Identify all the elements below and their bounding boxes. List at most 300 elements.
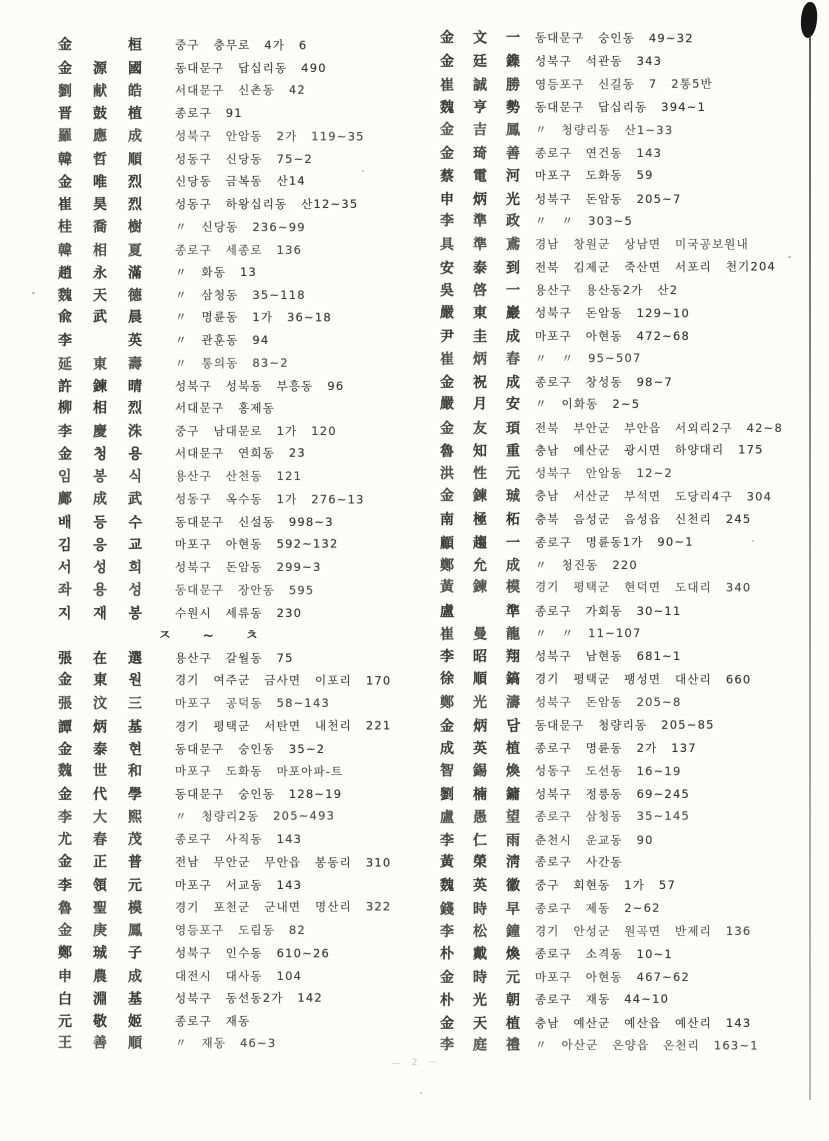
entry-name-char: 早: [505, 901, 521, 918]
entry-name-char: 安: [439, 261, 455, 278]
entry-name-char: 담: [506, 718, 521, 735]
entry-name-char: 汶: [93, 696, 107, 713]
directory-entry-row: [58, 805, 428, 829]
entry-name-char: 韓: [58, 242, 72, 259]
entry-name-char: 王: [57, 1035, 73, 1052]
entry-name-char: 교: [128, 537, 143, 554]
entry-name-char: 望: [505, 810, 521, 827]
entry-name: [58, 444, 142, 464]
directory-entry-row: [58, 284, 428, 307]
entry-address: 성북구 돈암동 129~10: [534, 305, 691, 321]
entry-name-char: 成: [506, 374, 520, 391]
directory-entry-row: [440, 988, 822, 1013]
entry-name: [58, 81, 142, 101]
entry-name: [440, 555, 520, 575]
entry-name: [58, 216, 142, 236]
entry-name-char: 源: [93, 61, 107, 78]
entry-name-char: 金: [440, 420, 454, 437]
entry-name-char: 申: [440, 191, 454, 208]
entry-address: 대전시 대사동 104: [175, 968, 303, 983]
entry-name-char: 亨: [473, 100, 487, 117]
directory-entry-row: [58, 215, 428, 239]
entry-address: 경남 창원군 상남면 미국공보원내: [535, 237, 749, 252]
directory-entry-row: [58, 260, 428, 284]
entry-address: 〃 통의동 83~2: [174, 355, 289, 371]
entry-name-char: 永: [92, 265, 108, 282]
entry-name-char: 鳳: [505, 122, 521, 139]
scan-speck: [752, 540, 754, 542]
entry-name-char: 具: [440, 237, 454, 254]
entry-name-char: 聖: [92, 901, 108, 918]
entry-name-char: 善: [92, 1035, 108, 1053]
entry-name-char: 英: [128, 333, 142, 350]
entry-name-char: 성: [93, 560, 107, 577]
entry-address: 종로구 삼청동 35~145: [534, 809, 691, 825]
directory-entry-row: [440, 896, 822, 921]
directory-entry-row: [440, 416, 822, 439]
entry-address: 종로구 세종로 136: [175, 242, 303, 257]
directory-entry-row: [440, 118, 822, 143]
entry-name-char: 수: [128, 514, 142, 531]
entry-name-char: 炳: [472, 352, 488, 369]
entry-name-char: 鄺: [57, 491, 73, 508]
entry-address: 중구 회현동 1가 57: [535, 878, 676, 893]
entry-name: [440, 234, 520, 254]
directory-entry-row: [440, 209, 822, 234]
entry-name-char: 金: [439, 30, 455, 47]
directory-entry-row: [440, 942, 822, 967]
entry-address: 〃 〃 11~107: [534, 626, 642, 642]
entry-address: 성북구 돈암동 299~3: [175, 560, 322, 575]
entry-name-char: 魯: [57, 901, 73, 918]
entry-name-char: 晨: [127, 310, 143, 327]
entry-address: 종로구 제동 2~62: [534, 901, 661, 916]
entry-address: 성북구 돈암동 205~8: [535, 695, 682, 710]
directory-entry-row: [440, 508, 822, 531]
entry-name: [440, 624, 520, 644]
entry-name: [440, 485, 520, 505]
entry-name-char: 代: [93, 787, 107, 804]
entry-address: 마포구 아현동 472~68: [535, 329, 690, 344]
entry-name-char: 時: [473, 969, 487, 986]
directory-entry-row: [58, 759, 428, 783]
entry-address: 〃 청진동 220: [535, 557, 638, 572]
entry-name-char: 봉: [128, 605, 142, 622]
entry-address: 마포구 공덕동 58~143: [175, 696, 330, 711]
directory-entry-row: [440, 737, 822, 760]
entry-name-char: 相: [92, 400, 108, 417]
directory-entry-row: [58, 895, 428, 919]
entry-name-char: 献: [92, 84, 108, 101]
entry-name-char: 應: [92, 128, 108, 145]
entry-address: 마포구 도화동 마포아파-트: [174, 764, 344, 779]
entry-name-char: 錫: [472, 763, 488, 780]
entry-name-char: 榮: [472, 854, 488, 871]
entry-name-char: 朝: [505, 993, 521, 1010]
entry-address: 〃 삼청동 35~118: [175, 287, 306, 302]
entry-name-char: 順: [472, 671, 488, 688]
entry-name-char: 慶: [93, 424, 107, 441]
entry-name: [440, 807, 520, 827]
entry-name-char: 準: [472, 213, 488, 230]
entry-name-char: 勢: [506, 100, 520, 117]
entry-name-char: 배: [58, 514, 72, 531]
directory-entry-row: [440, 759, 822, 784]
entry-address: 전북 부안군 부안읍 서외리2구 42~8: [535, 420, 784, 435]
entry-address: 종로구 명륜동 2가 137: [535, 741, 697, 756]
entry-name-char: 金: [439, 122, 455, 139]
directory-entry-row: [58, 714, 428, 738]
entry-name-char: 桓: [127, 37, 143, 54]
directory-entry-row: [440, 96, 822, 119]
directory-entry-row: [440, 553, 822, 576]
entry-name-char: 延: [57, 356, 73, 373]
entry-name-char: 戴: [472, 946, 488, 963]
entry-name-char: 允: [473, 557, 487, 574]
entry-name-char: 準: [506, 603, 520, 620]
directory-entry-row: [58, 147, 428, 170]
entry-name-char: 李: [439, 213, 455, 230]
scan-speck: [788, 256, 791, 258]
entry-name-char: 圭: [473, 329, 487, 346]
entry-name-char: 順: [127, 1036, 143, 1053]
entry-name-char: 龍: [505, 627, 521, 644]
entry-name-char: 원: [128, 673, 143, 690]
entry-name-char: 炳: [92, 719, 108, 736]
directory-entry-row: [58, 556, 428, 579]
entry-name-char: 盧: [440, 603, 454, 620]
entry-name: [440, 302, 520, 322]
entry-address: 종로구 소격동 10~1: [534, 946, 673, 962]
entry-name-char: 朴: [439, 946, 455, 963]
entry-name: [58, 898, 142, 918]
entry-address: 신당동 금복동 산14: [174, 174, 306, 189]
entry-name-char: 張: [58, 696, 72, 713]
entry-name-char: 天: [473, 1015, 487, 1032]
entry-address: 〃 명륜동 1가 36~18: [174, 310, 332, 325]
entry-name-char: 樹: [127, 219, 143, 236]
entry-name-char: 金: [57, 672, 73, 689]
entry-name-char: 洙: [128, 424, 142, 441]
directory-entry-row: [58, 783, 428, 806]
entry-name-char: 晴: [128, 378, 142, 395]
entry-name-char: 夏: [128, 242, 142, 259]
entry-name-char: 지: [58, 605, 72, 622]
directory-entry-row: [440, 438, 822, 463]
entry-address: 성북구 안암동 12~2: [535, 466, 673, 481]
entry-name: [440, 943, 520, 963]
entry-name-char: 金: [57, 447, 73, 464]
directory-entry-row: [58, 1031, 428, 1055]
entry-address: 성북구 동선동2가 142: [174, 990, 323, 1006]
entry-name: [58, 761, 142, 781]
entry-name-char: 청: [93, 447, 108, 464]
entry-name: [58, 149, 142, 169]
entry-name-char: 選: [128, 650, 142, 667]
entry-name: [440, 51, 520, 71]
entry-name: [440, 211, 520, 231]
entry-name: [58, 716, 142, 736]
entry-name-char: 成: [506, 557, 520, 574]
directory-entry-row: [440, 279, 822, 302]
entry-address: 경기 안성군 원곡면 반제리 136: [535, 924, 752, 939]
entry-name-char: 珹: [92, 945, 108, 962]
entry-name: [58, 1011, 142, 1031]
entry-name-char: 桂: [57, 219, 73, 236]
entry-address: 마포구 서교동 143: [175, 877, 303, 892]
entry-address: 충남 예산군 광시면 하양대리 175: [534, 442, 764, 458]
entry-name: [58, 557, 142, 577]
entry-name: [440, 716, 520, 736]
entry-name-char: 蔡: [439, 169, 455, 186]
page-number: — 2 —: [391, 1057, 442, 1069]
entry-name: [440, 738, 520, 758]
entry-name: [440, 669, 520, 689]
entry-address: 종로구 연건동 143: [535, 145, 663, 160]
entry-name-char: 普: [127, 854, 143, 871]
entry-name-char: 金: [58, 61, 72, 78]
entry-address: 성동구 하왕십리동 산12~35: [175, 197, 359, 212]
directory-entry-row: [440, 599, 822, 622]
scan-speck: [362, 170, 364, 172]
entry-name-char: 模: [127, 900, 143, 917]
entry-name: [440, 418, 520, 438]
entry-address: 경기 평택군 팽성면 대산리 660: [534, 671, 752, 687]
entry-name: [440, 852, 520, 872]
entry-name: [440, 533, 520, 553]
directory-entry-row: [58, 351, 428, 375]
entry-name: [440, 990, 520, 1010]
entry-name-char: 庚: [93, 923, 107, 940]
entry-name-char: 兪: [57, 309, 73, 326]
entry-name: [58, 488, 142, 508]
entry-name-char: 啓: [473, 283, 487, 300]
section-divider: ㅈ ~ ㅊ: [158, 628, 261, 645]
entry-name-char: 三: [128, 696, 142, 713]
entry-address: 영등포구 도림동 82: [175, 923, 306, 938]
entry-address: 〃 〃 303~5: [534, 214, 634, 229]
entry-name-char: 盧: [439, 810, 455, 827]
entry-name-char: 政: [505, 214, 521, 231]
entry-address: 성북구 돈암동 205~7: [535, 191, 682, 206]
entry-name-char: 勝: [505, 77, 521, 94]
entry-address: 동대문구 청량리동 205~85: [534, 717, 715, 733]
entry-name: [440, 830, 520, 850]
entry-name: [58, 989, 142, 1009]
directory-entry-row: [58, 647, 428, 670]
entry-name-char: 光: [472, 993, 488, 1010]
entry-address: 용산구 갈월동 75: [175, 650, 294, 665]
entry-address: 경기 포천군 군내면 명산리 322: [174, 899, 392, 915]
directory-entry-row: [440, 782, 822, 805]
entry-name-char: 魯: [439, 444, 455, 461]
entry-address: 성동구 신당동 75~2: [175, 151, 313, 166]
entry-name: [440, 1013, 520, 1033]
directory-entry-row: [440, 691, 822, 714]
entry-name-char: 嚴: [439, 305, 455, 322]
entry-address: 영등포구 신길동 7 2통5반: [534, 76, 713, 92]
entry-name-char: 崔: [439, 627, 455, 644]
entry-name: [440, 280, 520, 300]
entry-name-char: 元: [58, 1013, 72, 1030]
directory-entry-row: [440, 874, 822, 897]
directory-entry-row: [58, 1010, 428, 1033]
entry-name-char: 和: [127, 763, 143, 780]
directory-entry-row: [58, 79, 428, 103]
entry-name: [440, 97, 520, 117]
entry-address: 동대문구 장안동 595: [174, 582, 315, 598]
directory-entry-row: [440, 233, 822, 256]
directory-entry-row: [58, 442, 428, 466]
entry-name-char: 學: [128, 787, 142, 804]
entry-name: [440, 784, 520, 804]
entry-name: [440, 441, 520, 461]
entry-name-char: 嚴: [439, 396, 455, 413]
entry-name: [440, 875, 520, 895]
directory-entry-row: [440, 576, 822, 601]
entry-address: 성북구 안암동 2가 119~35: [174, 128, 365, 144]
entry-name-char: 松: [473, 924, 487, 941]
entry-name: [58, 966, 142, 986]
entry-name-char: 烈: [127, 174, 143, 191]
entry-name-char: 張: [58, 650, 72, 667]
entry-name-char: 成: [92, 491, 108, 508]
entry-name: [440, 646, 520, 666]
entry-name-char: 崔: [439, 77, 455, 95]
entry-name-char: 李: [440, 924, 454, 941]
entry-address: 종로구 사직동 143: [175, 832, 303, 847]
entry-address: 수원시 세류동 230: [175, 605, 303, 620]
entry-name-char: 一: [505, 30, 521, 47]
entry-name-char: 李: [57, 810, 73, 827]
entry-name-char: 金: [58, 923, 72, 940]
directory-entry-row: [58, 374, 428, 397]
directory-entry-row: [440, 72, 822, 97]
entry-name: [440, 166, 520, 186]
entry-name-char: 譚: [57, 719, 73, 736]
entry-name-char: 成: [506, 329, 520, 346]
entry-name: [58, 648, 142, 668]
entry-name-char: 김: [57, 538, 72, 555]
entry-name-char: 廷: [473, 54, 487, 71]
directory-entry-row: [58, 329, 428, 352]
entry-name-char: 成: [128, 968, 142, 985]
entry-name-char: 崔: [439, 352, 455, 369]
directory-entry-row: [440, 50, 822, 73]
entry-name: [440, 326, 520, 346]
entry-name: [58, 579, 142, 599]
entry-address: 동대문구 신설동 998~3: [175, 514, 334, 529]
entry-name-char: 金: [57, 175, 73, 192]
entry-name-char: 淵: [92, 991, 108, 1008]
entry-name-char: 友: [473, 420, 487, 437]
entry-name-char: 東: [472, 305, 488, 322]
entry-name-char: 劉: [57, 84, 73, 101]
entry-name: [440, 921, 520, 941]
entry-name: [58, 398, 142, 418]
entry-address: 성북구 정릉동 69~245: [535, 786, 690, 801]
directory-entry-row: [58, 102, 428, 125]
entry-name: [58, 829, 142, 849]
entry-name-char: 壽: [127, 356, 143, 373]
directory-entry-row: [58, 850, 428, 874]
entry-name-char: 金: [440, 1015, 454, 1032]
entry-name-char: 知: [472, 444, 488, 461]
entry-name: [440, 967, 520, 987]
entry-name-char: 煥: [505, 763, 521, 780]
directory-entry-row: [440, 713, 822, 738]
directory-entry-row: [440, 920, 822, 943]
entry-name-char: 巖: [505, 305, 521, 322]
entry-name-char: 子: [127, 945, 143, 962]
entry-name-char: 鍊: [472, 580, 488, 597]
entry-name: [58, 670, 142, 690]
directory-entry-row: [58, 532, 428, 556]
directory-entry-row: [58, 33, 428, 57]
entry-name: [440, 143, 520, 163]
entry-name-char: 鏞: [506, 786, 520, 803]
entry-address: 성북구 남현동 681~1: [535, 649, 682, 664]
entry-name: [440, 394, 520, 414]
entry-name-char: 熙: [127, 810, 143, 827]
entry-name-char: 錢: [439, 902, 455, 919]
entry-name-char: 李: [58, 424, 72, 441]
entry-name-char: 基: [127, 719, 143, 736]
entry-name-char: 泰: [472, 260, 488, 278]
entry-name-char: 晋: [58, 106, 72, 123]
entry-name-char: 善: [506, 145, 520, 162]
entry-name-char: 응: [93, 538, 107, 555]
entry-name-char: 鄭: [440, 557, 454, 574]
directory-entry-row: [58, 510, 428, 533]
directory-entry-row: [58, 601, 428, 624]
entry-name-char: 武: [92, 309, 108, 327]
entry-name: [440, 577, 520, 597]
directory-entry-row: [440, 301, 822, 326]
entry-address: 춘천시 운교동 90: [535, 832, 654, 847]
entry-name: [58, 172, 142, 192]
entry-name: [440, 1035, 520, 1055]
entry-name-char: 徐: [439, 671, 455, 688]
entry-name-char: 徽: [506, 878, 520, 895]
entry-name-char: 魏: [440, 878, 454, 895]
entry-name-char: 時: [472, 901, 488, 918]
entry-name-char: 元: [506, 466, 520, 483]
entry-name-char: 滿: [127, 265, 143, 282]
entry-name-char: 東: [93, 672, 108, 690]
entry-name-char: 大: [92, 810, 108, 827]
entry-name-char: 到: [505, 260, 521, 277]
entry-name: [58, 125, 142, 145]
entry-address: 〃 화동 13: [174, 265, 258, 280]
directory-entry-row: [58, 828, 428, 851]
entry-address: 충북 음성군 음성읍 신천리 245: [535, 512, 752, 527]
directory-entry-row: [58, 919, 428, 942]
entry-name-char: 金: [58, 787, 72, 804]
entry-name-char: 性: [473, 466, 487, 483]
entry-name-char: 東: [92, 356, 108, 373]
directory-entry-row: [440, 462, 822, 485]
entry-address: 종로구 창성동 98~7: [535, 374, 673, 389]
entry-name-char: 雨: [506, 832, 520, 849]
directory-entry-row: [440, 26, 822, 51]
entry-name-char: 昊: [93, 197, 107, 214]
entry-name-char: 農: [93, 968, 107, 985]
entry-name-char: 柳: [57, 400, 73, 417]
entry-name: [440, 75, 520, 95]
entry-name: [440, 372, 520, 392]
entry-name-char: 模: [505, 580, 521, 597]
